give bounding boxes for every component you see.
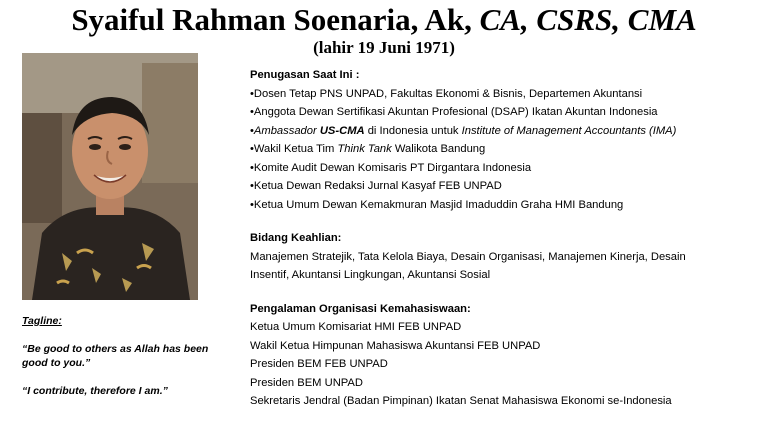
profile-details — [250, 66, 760, 411]
bullet: • — [250, 124, 254, 137]
birth-date: (lahir 19 Juni 1971) — [313, 38, 455, 57]
assignment-item: •Anggota Dewan Sertifikasi Akuntan Profesional (DSAP) Ikatan Akuntan Indonesia — [250, 106, 658, 118]
expertise-line: Manajemen Stratejik, Tata Kelola Biaya, Desain Organisasi, Manajemen Kinerja, Desain — [250, 250, 686, 263]
assignment-item: •Dosen Tetap PNS UNPAD, Fakultas Ekonomi & Bisnis, Departemen Akuntansi — [250, 87, 643, 100]
portrait-photo — [22, 53, 198, 300]
tagline-quote-2: “I contribute, therefore I am.” — [22, 385, 168, 397]
organization-item: Presiden BEM UNPAD — [250, 376, 363, 389]
organization-item: Wakil Ketua Himpunan Mahasiswa Akuntansi FEB UNPAD — [250, 339, 541, 352]
assignment-item: •Komite Audit Dewan Komisaris PT Dirgantara Indonesia — [250, 161, 532, 174]
organization-item: Ketua Umum Komisariat HMI FEB UNPAD — [250, 321, 462, 333]
organization-item: Presiden BEM FEB UNPAD — [250, 358, 388, 370]
expertise-heading: Bidang Keahlian: — [250, 232, 342, 244]
name-credentials: CA, CSRS, CMA — [479, 2, 697, 37]
assignment-item: •Ketua Dewan Redaksi Jurnal Kasyaf FEB UNPAD — [250, 180, 502, 192]
ambassador-text: Ambassador — [253, 124, 320, 137]
assignment-item — [250, 122, 760, 141]
assignment-item — [250, 140, 760, 159]
ima-text: Institute of Management Accountants (IMA) — [461, 124, 677, 137]
think-tank-text: Think Tank — [337, 143, 392, 155]
organization-heading: Pengalaman Organisasi Kemahasiswaan: — [250, 302, 471, 315]
tagline-heading: Tagline: — [22, 315, 62, 327]
country-text: di Indonesia untuk — [364, 124, 462, 137]
page-title — [0, 3, 768, 37]
think-tank-suffix: Walikota Bandung — [391, 143, 486, 155]
assignments-heading: Penugasan Saat Ini : — [250, 69, 360, 81]
tagline-quote-1: “Be good to others as Allah has been good to you.” — [22, 343, 209, 369]
us-cma-text: US-CMA — [319, 124, 365, 137]
name-regular: Syaiful Rahman Soenaria, Ak, — [71, 2, 480, 37]
expertise-line: Insentif, Akuntansi Lingkungan, Akuntansi Sosial — [250, 269, 491, 281]
organization-item: Sekretaris Jendral (Badan Pimpinan) Ikatan Senat Mahasiswa Ekonomi se-Indonesia — [250, 395, 672, 407]
think-tank-prefix: •Wakil Ketua Tim — [250, 143, 338, 155]
assignment-item: •Ketua Umum Dewan Kemakmuran Masjid Imaduddin Graha HMI Bandung — [250, 198, 624, 211]
tagline-block — [22, 314, 232, 398]
